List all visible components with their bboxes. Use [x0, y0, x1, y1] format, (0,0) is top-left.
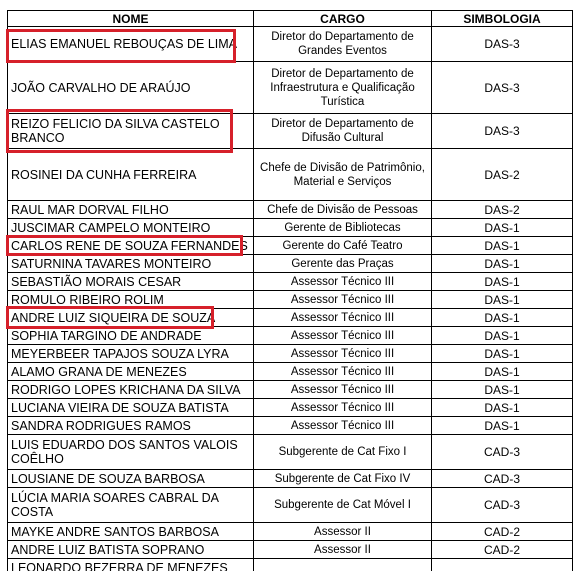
- cell-simbologia: DAS-3: [432, 114, 573, 149]
- table-body: [8, 27, 573, 571]
- table-row: [8, 62, 573, 114]
- cell-simbologia: DAS-1: [432, 381, 573, 399]
- table-row: [8, 541, 573, 559]
- table-row: [8, 255, 573, 273]
- cell-simbologia: DAS-2: [432, 201, 573, 219]
- table-row: [8, 201, 573, 219]
- cell-simbologia: DAS-1: [432, 273, 573, 291]
- cell-nome: ELIAS EMANUEL REBOUÇAS DE LIMA: [8, 27, 254, 62]
- cell-simbologia: DAS-1: [432, 255, 573, 273]
- staff-table: [7, 10, 573, 571]
- cell-simbologia: DAS-1: [432, 345, 573, 363]
- cell-cargo: Assessor Técnico III: [254, 309, 432, 327]
- cell-cargo: Diretor de Departamento de Infraestrutura e Qualificação Turística: [254, 62, 432, 114]
- cell-cargo: [254, 559, 432, 571]
- cell-nome: JUSCIMAR CAMPELO MONTEIRO: [8, 219, 254, 237]
- cell-nome: JOÃO CARVALHO DE ARAÚJO: [8, 62, 254, 114]
- cell-nome: ROMULO RIBEIRO ROLIM: [8, 291, 254, 309]
- cell-simbologia: CAD-3: [432, 435, 573, 470]
- cell-nome: LOUSIANE DE SOUZA BARBOSA: [8, 470, 254, 488]
- cell-nome: REIZO FELICIO DA SILVA CASTELO BRANCO: [8, 114, 254, 149]
- table-row: [8, 149, 573, 201]
- cell-nome: ANDRE LUIZ BATISTA SOPRANO: [8, 541, 254, 559]
- cell-cargo: Assessor Técnico III: [254, 399, 432, 417]
- cell-cargo: Subgerente de Cat Móvel I: [254, 488, 432, 523]
- cell-cargo: Diretor do Departamento de Grandes Eventos: [254, 27, 432, 62]
- cell-simbologia: CAD-3: [432, 470, 573, 488]
- cell-simbologia: DAS-1: [432, 399, 573, 417]
- table-row: [8, 523, 573, 541]
- cell-simbologia: DAS-1: [432, 219, 573, 237]
- cell-cargo: Assessor Técnico III: [254, 291, 432, 309]
- table-row: [8, 381, 573, 399]
- table-row: [8, 417, 573, 435]
- cell-nome: LÚCIA MARIA SOARES CABRAL DA COSTA: [8, 488, 254, 523]
- cell-simbologia: DAS-1: [432, 327, 573, 345]
- cell-cargo: Assessor Técnico III: [254, 381, 432, 399]
- cell-nome: SOPHIA TARGINO DE ANDRADE: [8, 327, 254, 345]
- header-row: [8, 11, 573, 27]
- cell-nome: LUIS EDUARDO DOS SANTOS VALOIS COÊLHO: [8, 435, 254, 470]
- table-row: [8, 237, 573, 255]
- cell-cargo: Chefe de Divisão de Patrimônio, Material e Serviços: [254, 149, 432, 201]
- cell-cargo: Gerente das Praças: [254, 255, 432, 273]
- header-cargo: CARGO: [254, 11, 432, 27]
- cell-simbologia: DAS-3: [432, 62, 573, 114]
- cell-nome: LUCIANA VIEIRA DE SOUZA BATISTA: [8, 399, 254, 417]
- cell-simbologia: DAS-1: [432, 309, 573, 327]
- table-row: [8, 399, 573, 417]
- cell-simbologia: [432, 559, 573, 571]
- header-nome: NOME: [8, 11, 254, 27]
- cell-cargo: Gerente de Bibliotecas: [254, 219, 432, 237]
- cell-simbologia: DAS-2: [432, 149, 573, 201]
- cell-simbologia: DAS-1: [432, 417, 573, 435]
- cell-simbologia: CAD-3: [432, 488, 573, 523]
- cell-nome: RAUL MAR DORVAL FILHO: [8, 201, 254, 219]
- header-simbologia: SIMBOLOGIA: [432, 11, 573, 27]
- cell-cargo: Chefe de Divisão de Pessoas: [254, 201, 432, 219]
- cell-cargo: Diretor de Departamento de Difusão Cultural: [254, 114, 432, 149]
- table-row: [8, 435, 573, 470]
- cell-cargo: Assessor Técnico III: [254, 327, 432, 345]
- cell-nome: LEONARDO BEZERRA DE MENEZES: [8, 559, 254, 571]
- cell-cargo: Assessor Técnico III: [254, 417, 432, 435]
- table-row: [8, 470, 573, 488]
- cell-simbologia: CAD-2: [432, 523, 573, 541]
- table-row: [8, 273, 573, 291]
- table-row: [8, 327, 573, 345]
- cell-simbologia: DAS-1: [432, 363, 573, 381]
- table-row: [8, 309, 573, 327]
- cell-cargo: Assessor Técnico III: [254, 273, 432, 291]
- cell-nome: MAYKE ANDRE SANTOS BARBOSA: [8, 523, 254, 541]
- table-row: [8, 291, 573, 309]
- table-row: [8, 219, 573, 237]
- cell-nome: MEYERBEER TAPAJOS SOUZA LYRA: [8, 345, 254, 363]
- table-row: [8, 345, 573, 363]
- cell-simbologia: CAD-2: [432, 541, 573, 559]
- cell-cargo: Assessor II: [254, 541, 432, 559]
- cell-cargo: Subgerente de Cat Fixo IV: [254, 470, 432, 488]
- cell-nome: CARLOS RENE DE SOUZA FERNANDES: [8, 237, 254, 255]
- table-row: [8, 27, 573, 62]
- table-row: [8, 363, 573, 381]
- cell-simbologia: DAS-1: [432, 237, 573, 255]
- table-row: [8, 114, 573, 149]
- cell-cargo: Assessor II: [254, 523, 432, 541]
- cell-nome: SEBASTIÃO MORAIS CESAR: [8, 273, 254, 291]
- cell-simbologia: DAS-3: [432, 27, 573, 62]
- cell-cargo: Assessor Técnico III: [254, 345, 432, 363]
- cell-nome: SATURNINA TAVARES MONTEIRO: [8, 255, 254, 273]
- table-row: [8, 488, 573, 523]
- table-row: [8, 559, 573, 571]
- cell-cargo: Gerente do Café Teatro: [254, 237, 432, 255]
- cell-nome: ANDRE LUIZ SIQUEIRA DE SOUZA: [8, 309, 254, 327]
- cell-nome: ALAMO GRANA DE MENEZES: [8, 363, 254, 381]
- cell-nome: RODRIGO LOPES KRICHANA DA SILVA: [8, 381, 254, 399]
- cell-cargo: Subgerente de Cat Fixo I: [254, 435, 432, 470]
- cell-nome: SANDRA RODRIGUES RAMOS: [8, 417, 254, 435]
- cell-simbologia: DAS-1: [432, 291, 573, 309]
- cell-cargo: Assessor Técnico III: [254, 363, 432, 381]
- cell-nome: ROSINEI DA CUNHA FERREIRA: [8, 149, 254, 201]
